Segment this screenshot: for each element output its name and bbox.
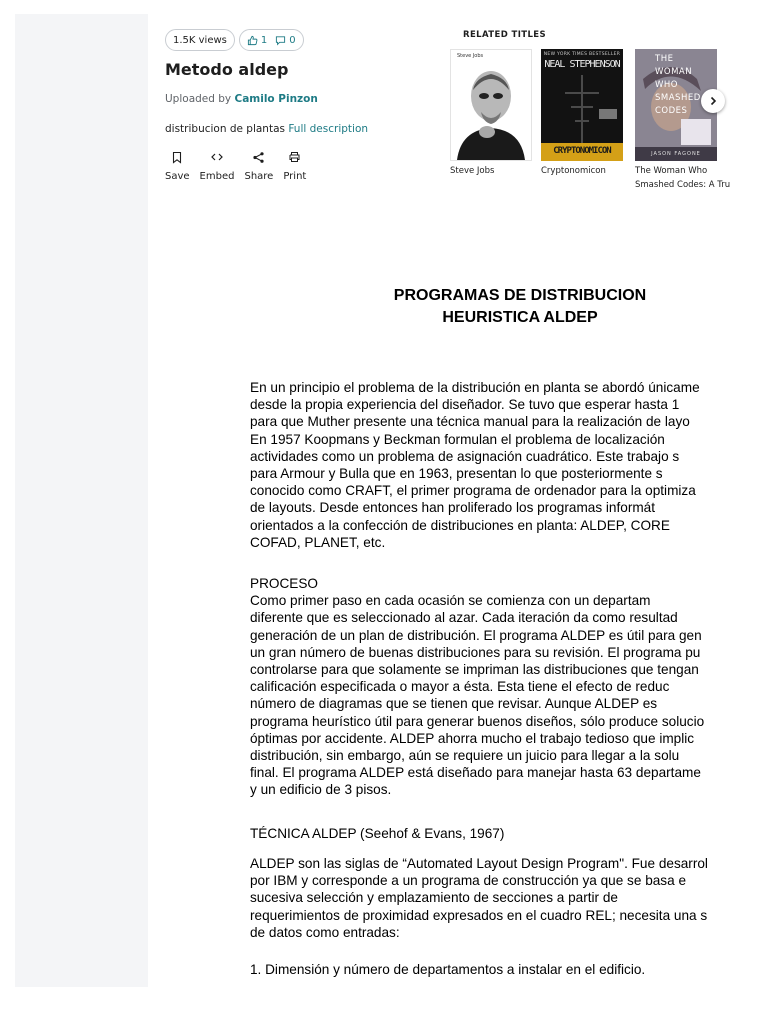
book-title: Cryptonomicon: [541, 166, 606, 176]
reactions-badge: [239, 29, 304, 51]
uploader-link[interactable]: Camilo Pinzon: [234, 93, 318, 105]
description-line: [165, 123, 368, 135]
left-sidebar: [15, 14, 148, 987]
print-button[interactable]: [283, 149, 306, 182]
views-badge: [165, 29, 235, 51]
document-page: [148, 197, 768, 987]
book-cover-steve-jobs: [450, 49, 532, 161]
page-heading: PROGRAMAS DE DISTRIBUCION HEURISTICA ALDEP: [393, 287, 647, 326]
comment-icon: [275, 35, 286, 46]
book-title: Steve Jobs: [450, 166, 495, 176]
document-title: Metodo aldep: [165, 60, 289, 79]
likes-count: 1: [260, 34, 268, 46]
stats-bar: [165, 29, 304, 51]
description-text: distribucion de plantas: [165, 123, 285, 135]
print-label: Print: [283, 171, 307, 182]
technique-heading: TÉCNICA ALDEP (Seehof & Evans, 1967): [250, 826, 505, 841]
cover-author: JASON FAGONE: [651, 151, 701, 157]
input-list-item: 1. Dimensión y número de departamentos a instalar en el edificio.: [250, 962, 646, 977]
related-book-steve-jobs[interactable]: [450, 49, 534, 178]
share-label: Share: [244, 171, 274, 182]
aldep-definition-paragraph: ALDEP son las siglas de “Automated Layout Design Program". Fue desarrol por IBM y corresponde a un programa de construcción ya que se basa e sucesiva selección y emplazamiento de secciones a partir de requerimientos de proximidad expresados en el cuadro REL; necesita una s de datos como entradas:: [250, 856, 708, 940]
cover-title: THE WOMAN WHO SMASHED CODES: [655, 54, 701, 116]
action-bar: [165, 149, 306, 182]
cover-tagline: NEW YORK TIMES BESTSELLER: [543, 52, 621, 57]
views-count: 1.5K views: [173, 34, 227, 46]
full-description-link[interactable]: Full description: [288, 123, 369, 135]
save-button[interactable]: [165, 149, 190, 182]
chevron-right-icon: [708, 96, 718, 106]
comments-count: 0: [289, 34, 296, 46]
thumbs-up-icon: [247, 35, 258, 46]
intro-paragraph: En un principio el problema de la distribución en planta se abordó únicame desde la propia experiencia del diseñador. Se tuvo que esperar hasta 1 para que Muther presente una técnica manual para la realización de layo En 1957 Koopmans y Beckman formulan el problema de localización actividades como un problema de asignación cuadrático. Este trabajo s para Armour y Bulla que en 1963, presentan lo que posteriormente s conocido como CRAFT, el primer programa de ordenador para la optimiza de layouts. Desde entonces han proliferado los programas informát orientados a la confección de distribuciones en planta: ALDEP, CORE COFAD, PLANET, etc.: [250, 380, 700, 550]
portrait-image: [451, 60, 531, 160]
related-book-cryptonomicon[interactable]: [541, 49, 625, 178]
related-titles-heading: RELATED TITLES: [463, 30, 547, 40]
save-label: Save: [165, 171, 190, 182]
book-title: The Woman Who Smashed Codes: A Tru: [635, 166, 731, 190]
process-paragraph: PROCESO Como primer paso en cada ocasión se comienza con un departam diferente que es seleccionado al azar. Cada iteración da como resultad generación de un plan de distribución. El programa ALDEP es útil para gen un gran número de buenas distribuciones para su revisión. El programa pu controlarse para que solamente se impriman las distribuciones que tengan calificación especificada o mayor a ésta. Esta tiene el efecto de reduc número de diagramas que se tienen que revisar. Aunque ALDEP es programa heurístico útil para generar buenos diseños, sólo produce solucio óptimas por accidente. ALDEP ahorra mucho el trabajo tedioso que implic distribución, sin embargo, aún se requiere un juicio para llegar a la solu final. El programa ALDEP está diseñado para manejar hasta 63 departame y un edificio de 3 pisos.: [250, 576, 705, 798]
share-icon: [252, 149, 265, 165]
printer-icon: [288, 149, 301, 165]
cover-author: NEAL STEPHENSON: [544, 59, 620, 70]
comments-button[interactable]: [275, 35, 295, 46]
share-button[interactable]: [244, 149, 273, 182]
embed-button[interactable]: [200, 149, 235, 182]
carousel-next-button[interactable]: [701, 89, 725, 113]
document-header: [148, 14, 768, 198]
embed-label: Embed: [199, 171, 235, 182]
related-book-the-woman-who-smashed-codes[interactable]: [635, 49, 731, 192]
cover-text: Steve Jobs: [457, 53, 484, 59]
bookmark-icon: [171, 149, 183, 165]
uploader-line: [165, 93, 318, 105]
cover-cross-image: [541, 49, 623, 161]
code-icon: [210, 149, 224, 165]
like-button[interactable]: [247, 35, 267, 46]
book-cover-cryptonomicon: [541, 49, 623, 161]
cover-title: CRYPTONOMICON: [553, 146, 611, 156]
uploaded-by-label: Uploaded by: [165, 93, 232, 105]
